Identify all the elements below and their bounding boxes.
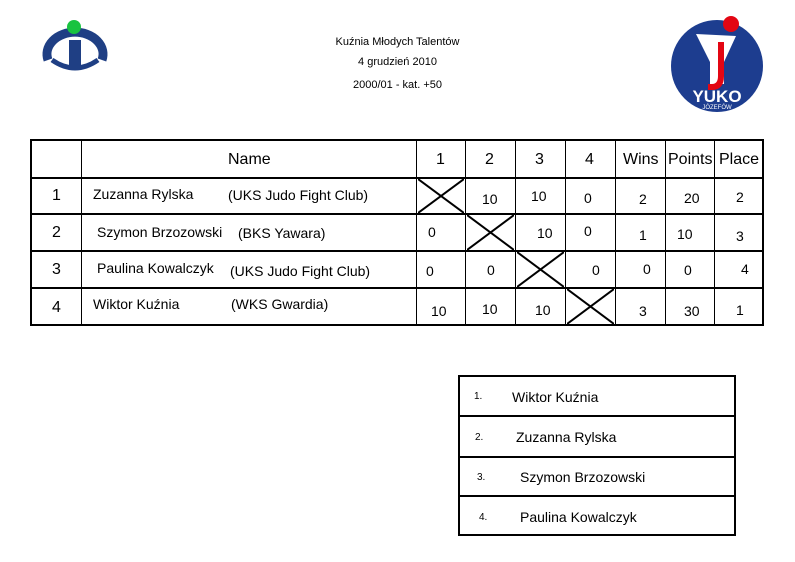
ranking-number: 4. — [479, 512, 488, 523]
score-cell: 10 — [535, 302, 551, 318]
place-cell: 2 — [736, 189, 744, 205]
ranking-divider — [460, 495, 734, 497]
row-divider — [32, 213, 762, 215]
header-wins: Wins — [623, 151, 659, 168]
self-match-cross — [418, 179, 464, 213]
self-match-cross — [517, 252, 564, 287]
self-match-cross — [467, 215, 514, 250]
points-cell: 0 — [684, 262, 692, 278]
points-cell: 30 — [684, 303, 700, 319]
score-cell: 0 — [426, 263, 434, 279]
header-col-2: 2 — [485, 151, 494, 168]
ranking-name: Zuzanna Rylska — [516, 429, 617, 445]
row-divider — [32, 287, 762, 289]
col-divider — [465, 141, 466, 324]
ranking-divider — [460, 456, 734, 458]
col-divider — [416, 141, 417, 324]
place-cell: 1 — [736, 302, 744, 318]
ranking-number: 3. — [477, 472, 486, 483]
wins-cell: 2 — [639, 191, 647, 207]
score-cell: 0 — [428, 224, 436, 240]
score-cell: 10 — [482, 191, 498, 207]
ranking-number: 1. — [474, 391, 483, 402]
yuko-city-text: JÓZEFÓW — [702, 105, 732, 111]
header-points: Points — [668, 151, 713, 168]
wins-cell: 3 — [639, 303, 647, 319]
results-table — [30, 139, 764, 326]
row-number: 4 — [52, 299, 61, 316]
points-cell: 20 — [684, 190, 700, 206]
header-col-4: 4 — [585, 151, 594, 168]
place-cell: 4 — [741, 261, 749, 277]
event-date: 4 grudzień 2010 — [358, 56, 437, 68]
col-divider — [714, 141, 715, 324]
yuko-logo-icon — [668, 14, 766, 114]
competitor-club: (UKS Judo Fight Club) — [230, 263, 371, 279]
header-place: Place — [719, 151, 760, 168]
row-divider — [32, 177, 762, 179]
score-cell: 0 — [584, 223, 592, 239]
col-divider — [615, 141, 616, 324]
competitor-club: (WKS Gwardia) — [231, 296, 329, 312]
competitor-name: Zuzanna Rylska — [93, 186, 194, 202]
place-cell: 3 — [736, 228, 744, 244]
ranking-name: Szymon Brzozowski — [520, 469, 646, 485]
event-title: Kuźnia Młodych Talentów — [335, 36, 460, 48]
row-number: 1 — [52, 187, 61, 204]
header-name: Name — [228, 151, 271, 168]
score-cell: 0 — [487, 262, 495, 278]
col-divider — [565, 141, 566, 324]
competitor-name: Wiktor Kuźnia — [93, 296, 180, 312]
wins-cell: 0 — [643, 261, 651, 277]
header-col-1: 1 — [436, 151, 445, 168]
ranking-divider — [460, 415, 734, 417]
ranking-name: Wiktor Kuźnia — [512, 389, 599, 405]
competitor-name: Paulina Kowalczyk — [97, 260, 214, 276]
col-divider — [515, 141, 516, 324]
row-number: 2 — [52, 224, 61, 241]
col-divider — [81, 141, 82, 324]
header-col-3: 3 — [535, 151, 544, 168]
yuko-logo — [668, 14, 766, 114]
score-cell: 10 — [531, 188, 547, 204]
score-cell: 0 — [592, 262, 600, 278]
score-cell: 10 — [431, 303, 447, 319]
event-category: 2000/01 - kat. +50 — [353, 79, 442, 91]
points-cell: 10 — [677, 226, 693, 242]
competitor-name: Szymon Brzozowski — [97, 224, 223, 240]
yuko-brand-text: YUKO — [692, 87, 742, 106]
competitor-club: (UKS Judo Fight Club) — [228, 187, 369, 203]
wins-cell: 1 — [639, 227, 647, 243]
row-divider — [32, 250, 762, 252]
competitor-club: (BKS Yawara) — [238, 225, 326, 241]
score-cell: 10 — [537, 225, 553, 241]
col-divider — [665, 141, 666, 324]
final-ranking — [458, 375, 736, 536]
row-number: 3 — [52, 261, 61, 278]
organizer-logo-icon — [40, 20, 110, 75]
ranking-name: Paulina Kowalczyk — [520, 509, 637, 525]
ranking-number: 2. — [475, 432, 484, 443]
score-cell: 0 — [584, 190, 592, 206]
organizer-logo — [40, 20, 110, 75]
score-cell: 10 — [482, 301, 498, 317]
self-match-cross — [567, 289, 614, 324]
